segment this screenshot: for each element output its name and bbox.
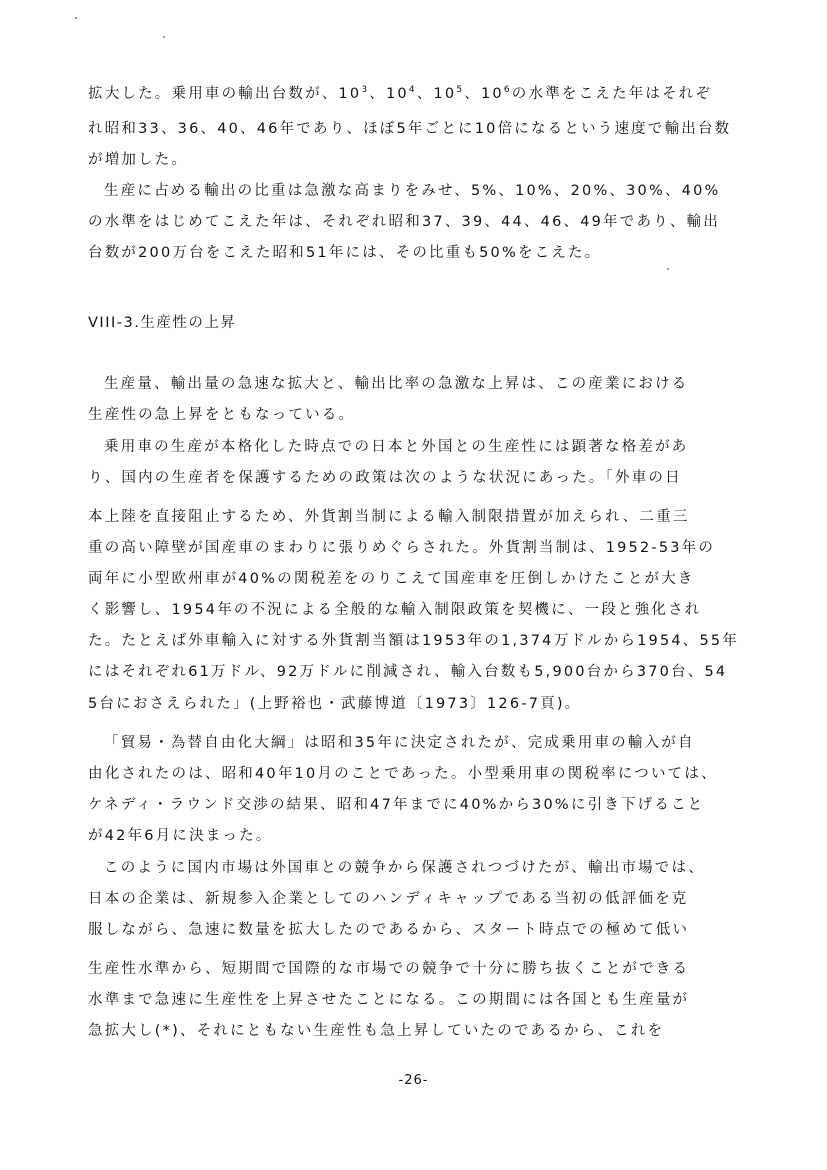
- text-run: 、10: [416, 86, 457, 102]
- paragraph-line: このように国内市場は外国車との競争から保護されつづけたが、輸出市場では、: [104, 860, 705, 876]
- scan-speck: [75, 17, 77, 19]
- paragraph-line: 重の高い障壁が国産車のまわりに張りめぐらされた。外貨割当制は、1952-53年の: [88, 540, 716, 556]
- paragraph-line: 生産に占める輸出の比重は急激な高まりをみせ、5%、10%、20%、30%、40%: [104, 183, 721, 199]
- scan-speck: [667, 268, 669, 270]
- section-heading: VIII-3.生産性の上昇: [88, 315, 237, 331]
- paragraph-line: 台数が200万台をこえた昭和51年には、その比重も50%をこえた。: [88, 245, 602, 261]
- text-run: の水準をこえた年はそれぞ: [511, 86, 713, 102]
- superscript: 5: [456, 85, 465, 96]
- paragraph-line: 乗用車の生産が本格化した時点での日本と外国との生産性には顕著な格差があ: [104, 439, 689, 455]
- paragraph-line: の水準をはじめてこえた年は、それぞれ昭和37、39、44、46、49年であり、輸出: [88, 214, 720, 230]
- page-number: -26-: [398, 1073, 429, 1088]
- paragraph-line: が増加した。: [88, 152, 189, 168]
- paragraph-line: 生産性水準から、短期間で国際的な市場での競争で十分に勝ち抜くことができる: [88, 961, 690, 977]
- paragraph-line: 両年に小型欧州車が40%の関税差をのりこえて国産車を圧倒しかけたことが大き: [88, 571, 695, 587]
- paragraph-line: れ昭和33、36、40、46年であり、ほぼ5年ごとに10倍になるという速度で輸出台数: [88, 121, 732, 137]
- paragraph-line: た。たとえば外車輸入に対する外貨割当額は1953年の1,374万ドルから1954、55年: [88, 633, 740, 649]
- text-run: 、10: [369, 86, 409, 102]
- paragraph-line: が42年6月に決まった。: [88, 828, 273, 844]
- paragraph-line: 日本の企業は、新規参入企業としてのハンディキャップである当初の低評価を克: [88, 891, 689, 907]
- text-run: 拡大した。乗用車の輸出台数が、10: [88, 86, 362, 102]
- superscript: 4: [408, 85, 417, 96]
- paragraph-line: 本上陸を直接阻止するため、外貨割当制による輸入制限措置が加えられ、二重三: [88, 509, 690, 525]
- scan-speck: [163, 36, 165, 38]
- paragraph-line: 水準まで急速に生産性を上昇させたことになる。この期間には各国とも生産量が: [88, 992, 690, 1008]
- paragraph-line: 服しながら、急速に数量を拡大したのであるから、スタート時点での極めて低い: [88, 922, 690, 938]
- paragraph-line: り、国内の生産者を保護するための政策は次のような状況にあった。「外車の日: [88, 470, 682, 486]
- paragraph-line: 生産量、輸出量の急速な拡大と、輸出比率の急激な上昇は、この産業における: [104, 376, 689, 392]
- paragraph-line: [88, 84, 712, 104]
- superscript: 3: [361, 85, 370, 96]
- text-run: 、10: [464, 86, 504, 102]
- paragraph-line: く影響し、1954年の不況による全般的な輸入制限政策を契機に、一段と強化され: [88, 602, 702, 618]
- paragraph-line: 由化されたのは、昭和40年10月のことであった。小型乗用車の関税率については、: [88, 766, 718, 782]
- paragraph-line: にはそれぞれ61万ドル、92万ドルに削減され、輸入台数も5,900台から370台、54: [88, 664, 728, 680]
- paragraph-line: 急拡大し(*)、それにともない生産性も急上昇していたのであるから、これを: [88, 1023, 665, 1039]
- paragraph-line: 生産性の急上昇をともなっている。: [88, 407, 356, 423]
- paragraph-line: 5台におさえられた」(上野裕也・武藤博道〔1973〕126-7頁)。: [88, 696, 582, 712]
- superscript: 6: [503, 85, 512, 96]
- paragraph-line: ケネディ・ラウンド交渉の結果、昭和47年までに40%から30%に引き下げること: [88, 797, 705, 813]
- paragraph-line: 「貿易・為替自由化大綱」は昭和35年に決定されたが、完成乗用車の輸入が自: [104, 735, 695, 751]
